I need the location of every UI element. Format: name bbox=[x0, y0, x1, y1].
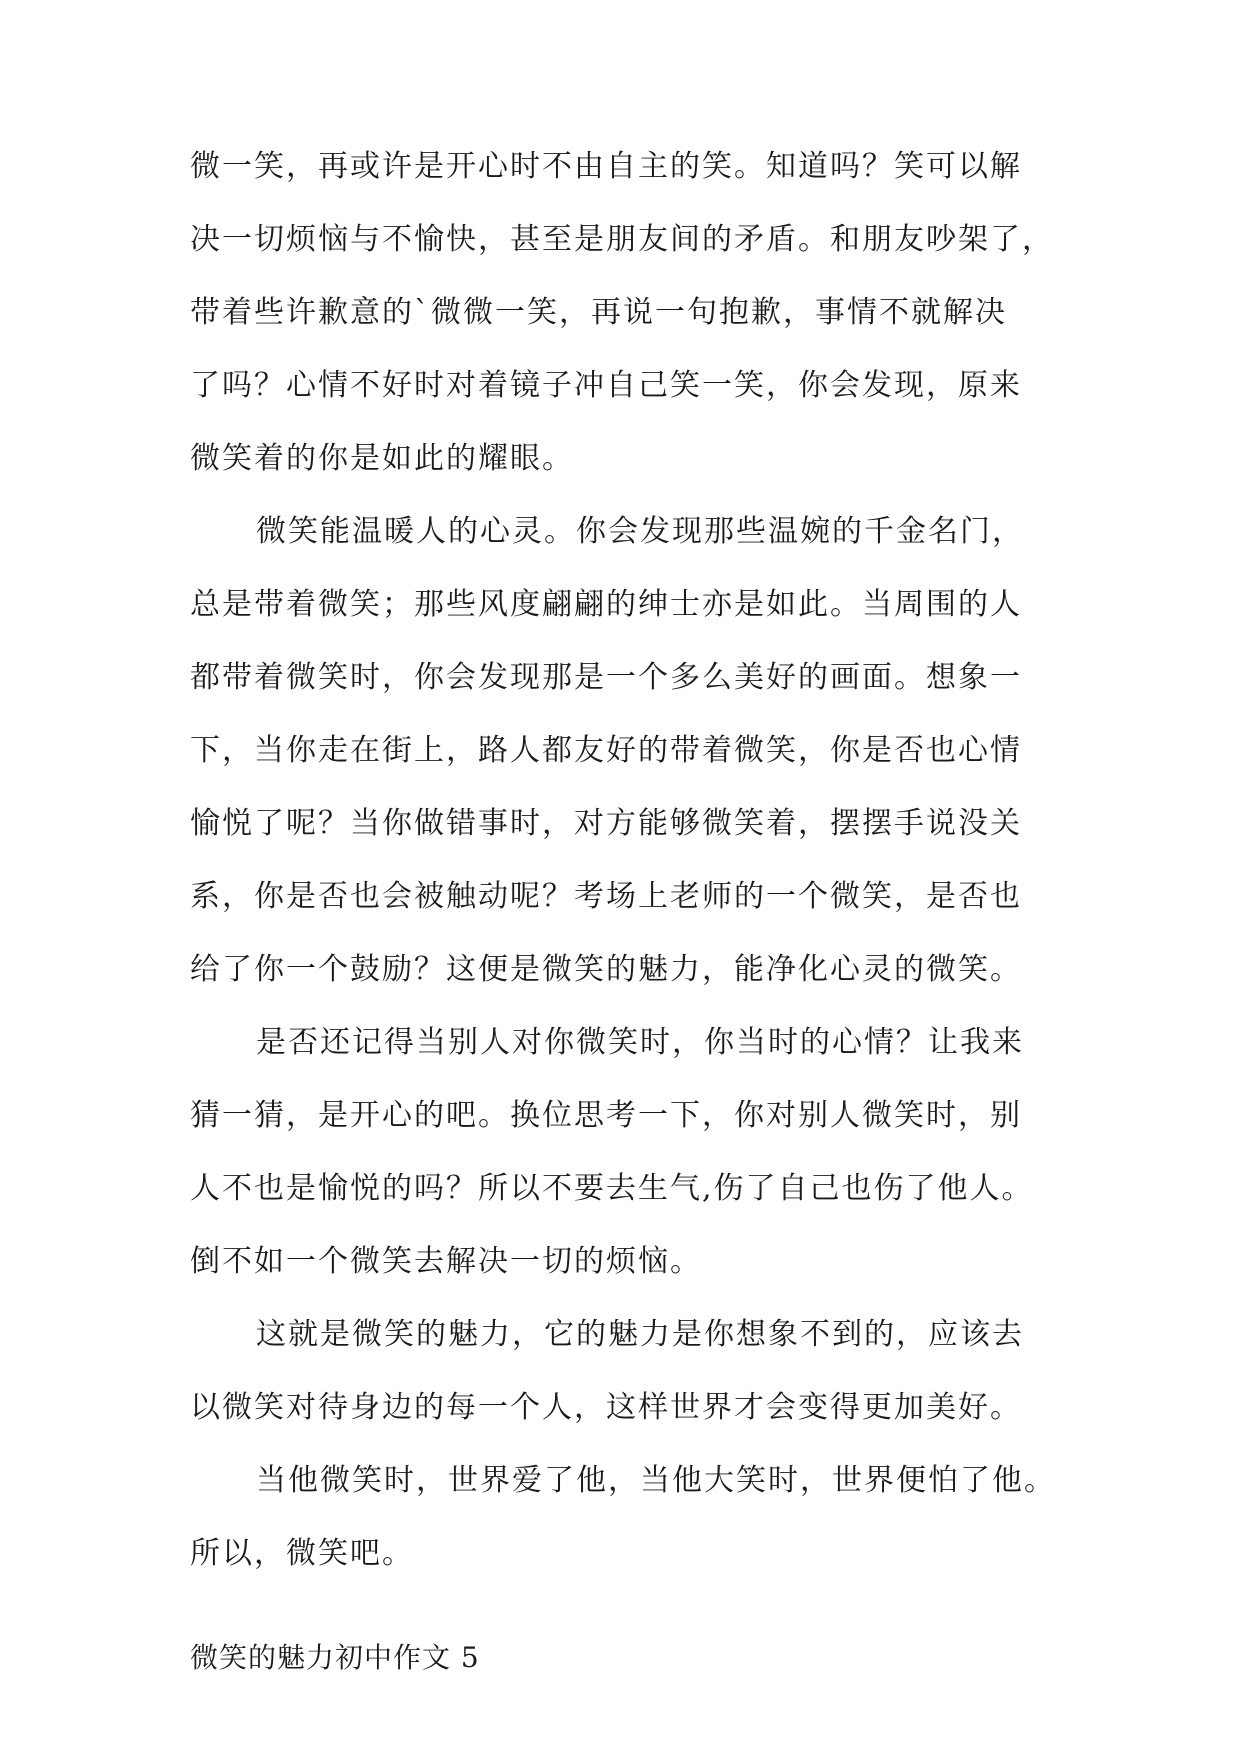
paragraph-line: 微笑能温暖人的心灵。你会发现那些温婉的千金名门， bbox=[256, 514, 1024, 549]
paragraph-line: 给了你一个鼓励？这便是微笑的魅力，能净化心灵的微笑。 bbox=[190, 952, 1022, 987]
paragraph-line: 带着些许歉意的`微微一笑，再说一句抱歉，事情不就解决 bbox=[190, 295, 1007, 330]
paragraph-line: 人不也是愉悦的吗？所以不要去生气,伤了自己也伤了他人。 bbox=[190, 1171, 1034, 1206]
paragraph-line: 决一切烦恼与不愉快，甚至是朋友间的矛盾。和朋友吵架了， bbox=[190, 222, 1054, 257]
paragraph-line: 倒不如一个微笑去解决一切的烦恼。 bbox=[190, 1244, 702, 1279]
paragraph-line: 系，你是否也会被触动呢？考场上老师的一个微笑，是否也 bbox=[190, 879, 1022, 914]
paragraph-line: 所以，微笑吧。 bbox=[190, 1536, 414, 1571]
paragraph-line: 猜一猜，是开心的吧。换位思考一下，你对别人微笑时，别 bbox=[190, 1098, 1022, 1133]
paragraph-line: 微一笑，再或许是开心时不由自主的笑。知道吗？笑可以解 bbox=[190, 149, 1022, 184]
paragraph-line: 当他微笑时，世界爱了他，当他大笑时，世界便怕了他。 bbox=[256, 1463, 1056, 1498]
paragraph-line: 以微笑对待身边的每一个人，这样世界才会变得更加美好。 bbox=[190, 1390, 1022, 1425]
paragraph-line: 是否还记得当别人对你微笑时，你当时的心情？让我来 bbox=[256, 1025, 1024, 1060]
paragraph-line: 这就是微笑的魅力，它的魅力是你想象不到的，应该去 bbox=[256, 1317, 1024, 1352]
paragraph-line: 总是带着微笑；那些风度翩翩的绅士亦是如此。当周围的人 bbox=[190, 587, 1022, 622]
paragraph-line: 愉悦了呢？当你做错事时，对方能够微笑着，摆摆手说没关 bbox=[190, 806, 1022, 841]
paragraph-line: 了吗？心情不好时对着镜子冲自己笑一笑，你会发现，原来 bbox=[190, 368, 1022, 403]
section-heading: 微笑的魅力初中作文 5 bbox=[190, 1641, 480, 1674]
paragraph-line: 微笑着的你是如此的耀眼。 bbox=[190, 441, 574, 476]
paragraph-line: 下，当你走在街上，路人都友好的带着微笑，你是否也心情 bbox=[190, 733, 1022, 768]
paragraph-line: 都带着微笑时，你会发现那是一个多么美好的画面。想象一 bbox=[190, 660, 1022, 695]
